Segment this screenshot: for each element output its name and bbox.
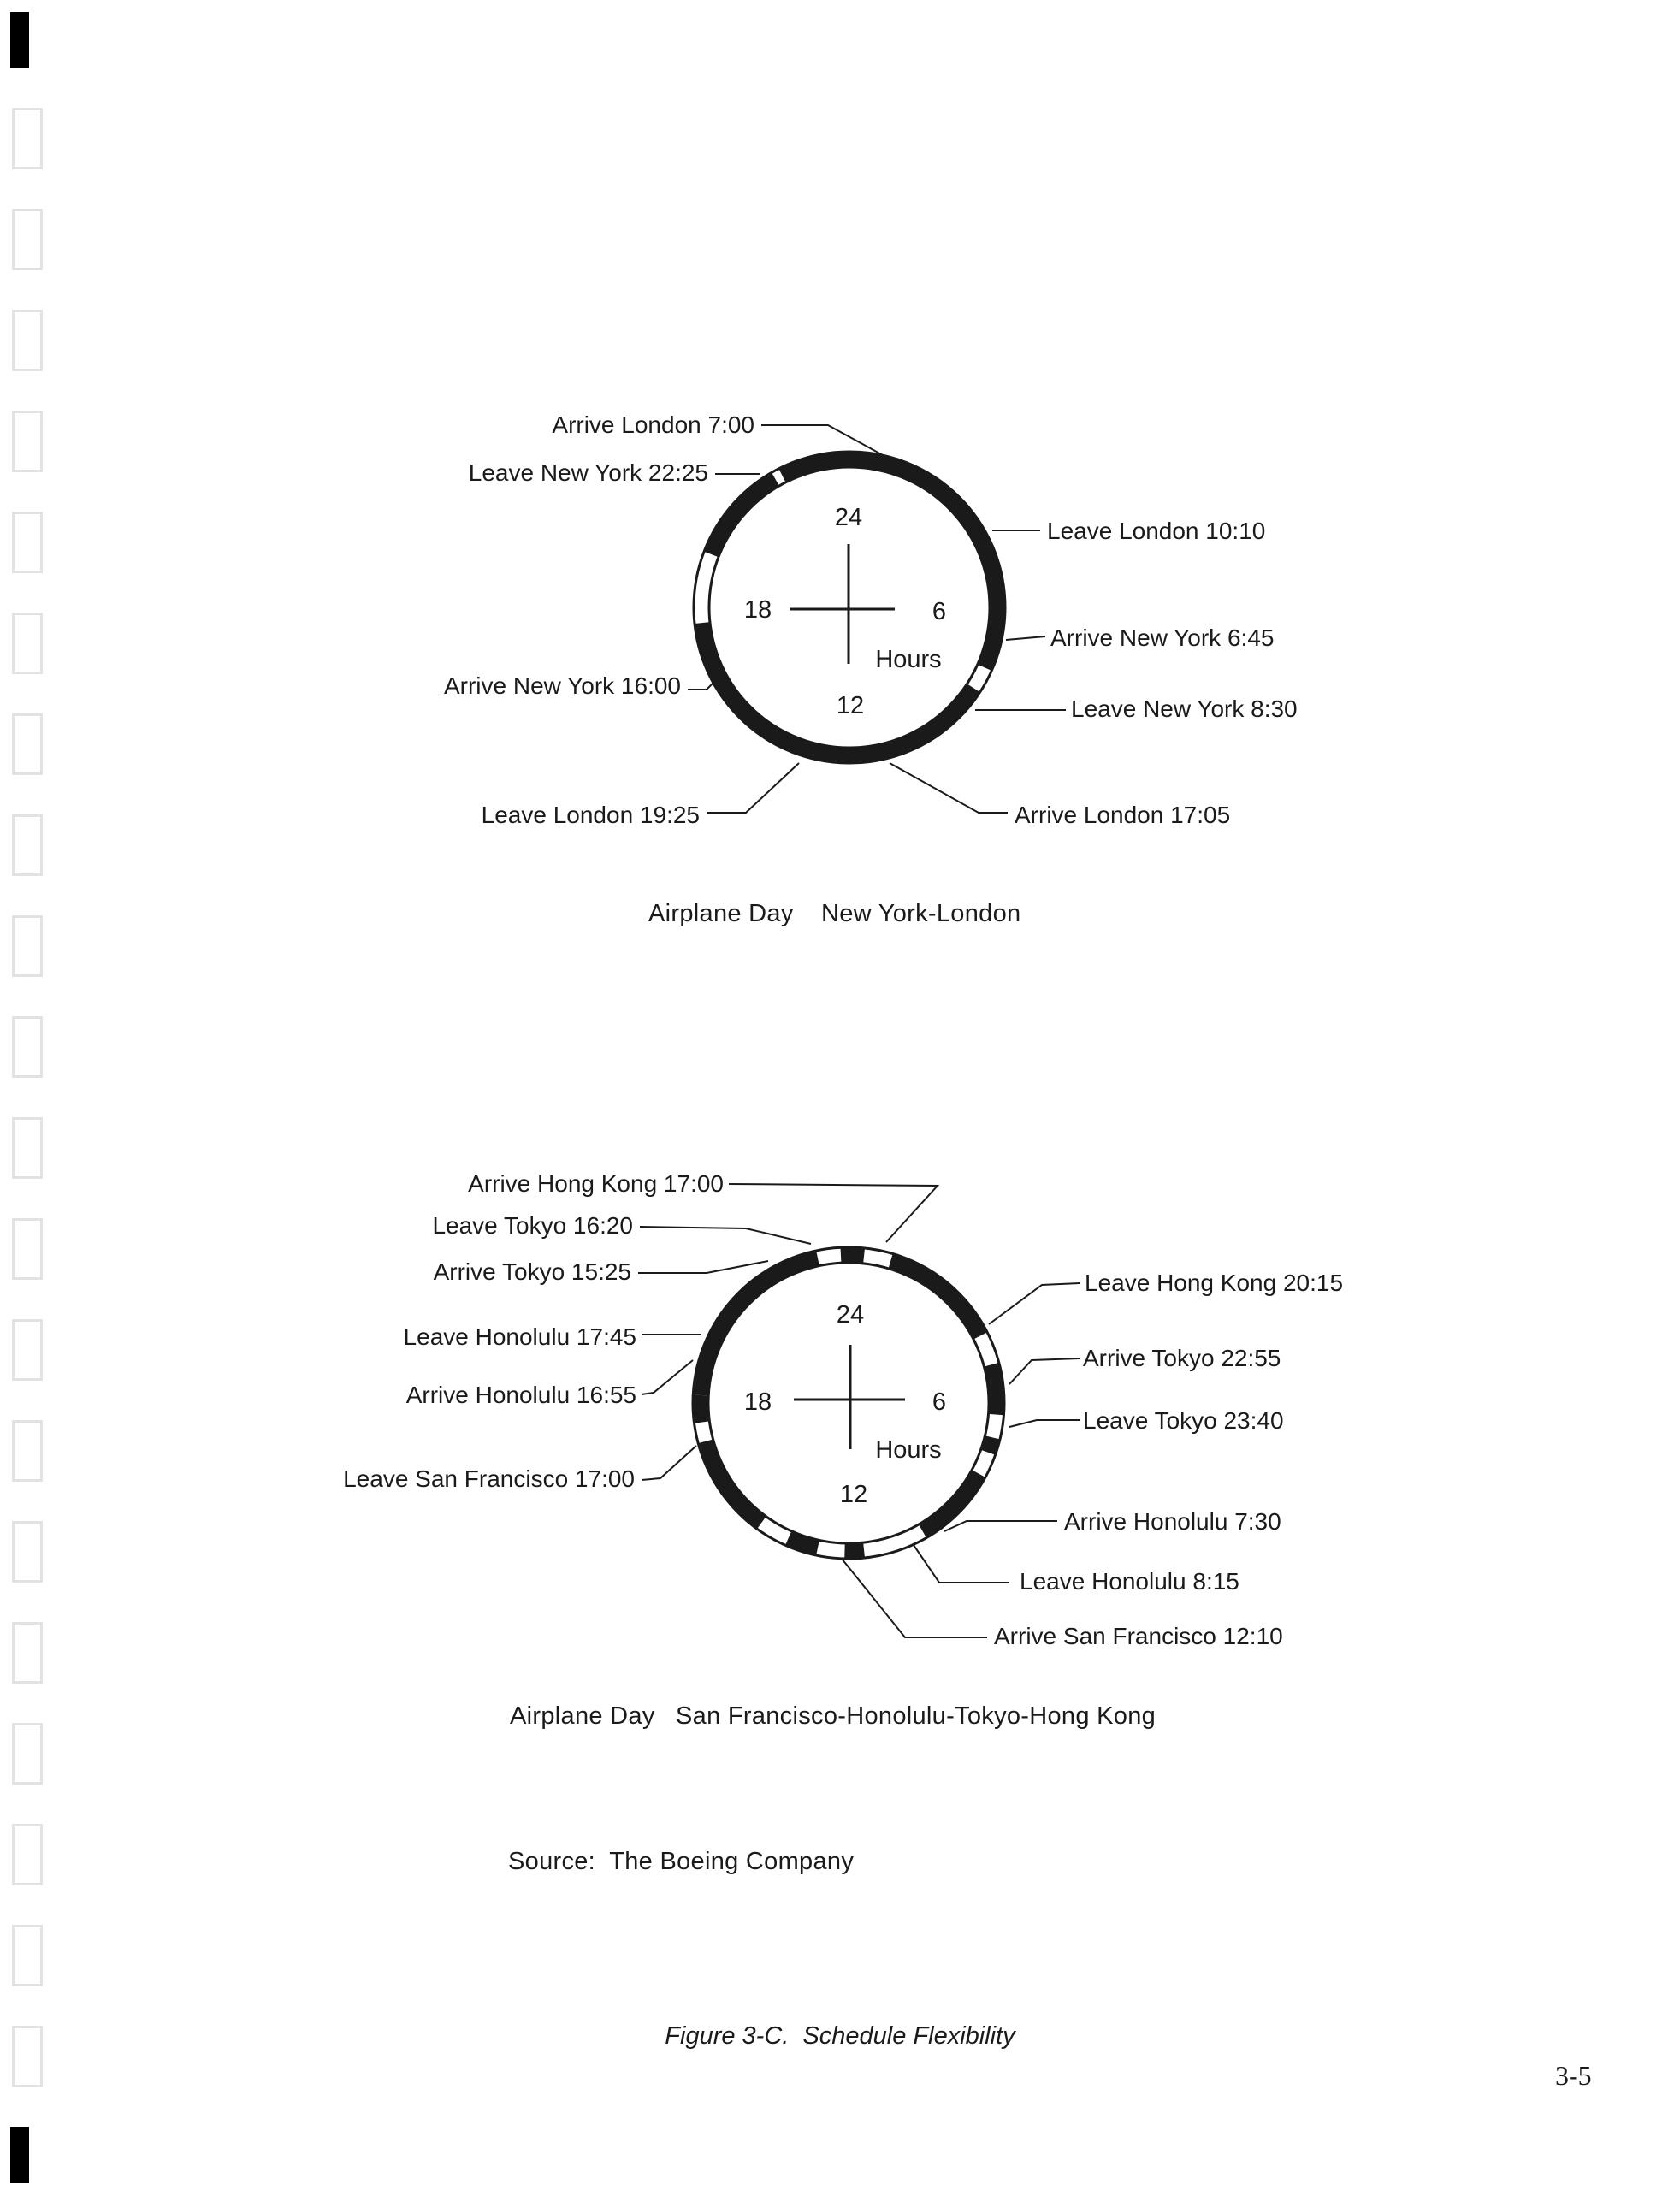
callout-leave-tokyo-2340: Leave Tokyo 23:40 bbox=[1083, 1407, 1284, 1434]
leader-line bbox=[890, 763, 1008, 813]
flight-segment bbox=[704, 472, 779, 557]
callout-leave-san-francisco-1700: Leave San Francisco 17:00 bbox=[343, 1465, 635, 1492]
callout-leave-honolulu-1745: Leave Honolulu 17:45 bbox=[403, 1323, 636, 1350]
flight-segment bbox=[844, 1542, 865, 1559]
hour-label-18: 18 bbox=[743, 1388, 772, 1416]
caption-route-1: New York-London bbox=[821, 900, 1021, 927]
page-number: 3-5 bbox=[1555, 2060, 1592, 2091]
callout-arrive-san-francisco-1210: Arrive San Francisco 12:10 bbox=[994, 1623, 1283, 1649]
callout-arrive-tokyo-2255: Arrive Tokyo 22:55 bbox=[1083, 1345, 1281, 1371]
leader-line bbox=[642, 1446, 696, 1480]
center-label-hours-2: Hours bbox=[875, 1436, 942, 1464]
callout-leave-tokyo-1620: Leave Tokyo 16:20 bbox=[432, 1212, 633, 1239]
caption-route-2: San Francisco-Honolulu-Tokyo-Hong Kong bbox=[676, 1702, 1156, 1730]
flight-segment bbox=[840, 1247, 865, 1264]
hour-label-24: 24 bbox=[834, 504, 863, 531]
hour-label-6: 6 bbox=[932, 598, 947, 625]
source-note: Source: The Boeing Company bbox=[508, 1848, 855, 1875]
leader-line bbox=[707, 763, 799, 813]
hour-label-12: 12 bbox=[839, 1481, 868, 1508]
leader-line bbox=[638, 1261, 768, 1273]
callout-arrive-london-700: Arrive London 7:00 bbox=[552, 411, 754, 438]
callout-leave-new-york-2225: Leave New York 22:25 bbox=[468, 459, 708, 486]
leader-line bbox=[729, 1184, 938, 1242]
leader-line bbox=[989, 1283, 1080, 1324]
clock-ring-2 bbox=[693, 1247, 1004, 1559]
callout-leave-honolulu-815: Leave Honolulu 8:15 bbox=[1020, 1568, 1239, 1595]
leader-line bbox=[1009, 1358, 1080, 1384]
callout-arrive-new-york-645: Arrive New York 6:45 bbox=[1050, 624, 1275, 651]
leader-line bbox=[688, 681, 715, 690]
callout-arrive-hong-kong-1700: Arrive Hong Kong 17:00 bbox=[468, 1170, 724, 1197]
hour-label-18: 18 bbox=[743, 596, 772, 624]
flight-segment bbox=[794, 452, 1005, 671]
leader-line bbox=[1006, 636, 1045, 640]
caption-airplane-day-1: Airplane Day bbox=[648, 900, 794, 927]
flight-segment bbox=[751, 684, 979, 763]
diagram-1-caption bbox=[648, 900, 1020, 928]
airplane-day-diagram-2 bbox=[343, 1170, 1343, 1649]
callout-leave-new-york-830: Leave New York 8:30 bbox=[1071, 695, 1298, 722]
flight-segment bbox=[693, 1394, 709, 1423]
callout-leave-london-1925: Leave London 19:25 bbox=[481, 802, 700, 828]
hour-label-12: 12 bbox=[836, 692, 865, 719]
figure-caption: Figure 3-C. Schedule Flexibility bbox=[665, 2022, 1015, 2050]
diagram-2-caption bbox=[510, 1702, 1156, 1731]
leader-line bbox=[944, 1521, 1057, 1531]
leader-line bbox=[1009, 1420, 1080, 1427]
callout-arrive-london-1705: Arrive London 17:05 bbox=[1015, 802, 1231, 828]
hour-label-24: 24 bbox=[836, 1301, 865, 1329]
airplane-day-diagram-1 bbox=[444, 411, 1298, 828]
leader-line bbox=[642, 1360, 693, 1394]
center-label-hours-1: Hours bbox=[875, 646, 942, 673]
callout-arrive-honolulu-730: Arrive Honolulu 7:30 bbox=[1064, 1508, 1281, 1535]
leader-line bbox=[914, 1545, 1009, 1583]
leader-line bbox=[640, 1227, 811, 1244]
callout-arrive-tokyo-1525: Arrive Tokyo 15:25 bbox=[433, 1258, 631, 1285]
flight-segment bbox=[889, 1253, 988, 1339]
flight-segment bbox=[698, 1439, 766, 1529]
leader-line bbox=[842, 1559, 987, 1637]
callout-arrive-honolulu-1655: Arrive Honolulu 16:55 bbox=[405, 1382, 636, 1408]
caption-airplane-day-2: Airplane Day bbox=[510, 1702, 655, 1730]
leader-line bbox=[761, 425, 883, 455]
hour-label-6: 6 bbox=[932, 1388, 947, 1416]
callout-arrive-new-york-1600: Arrive New York 16:00 bbox=[443, 672, 681, 699]
callout-leave-hong-kong-2015: Leave Hong Kong 20:15 bbox=[1085, 1270, 1344, 1296]
callout-leave-london-1010: Leave London 10:10 bbox=[1047, 518, 1266, 544]
